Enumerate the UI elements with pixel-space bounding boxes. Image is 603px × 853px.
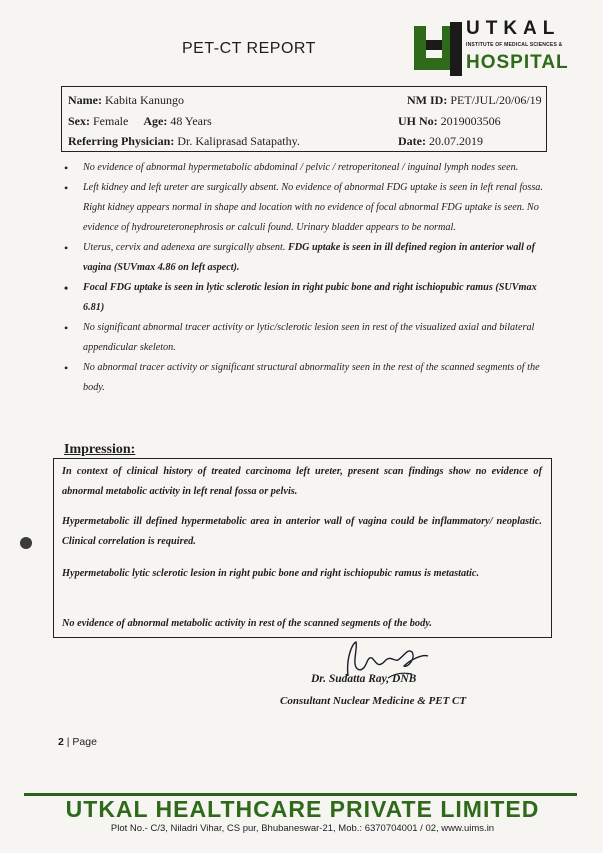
hospital-logo-icon bbox=[412, 22, 462, 76]
finding-item bbox=[60, 238, 550, 278]
signatory-name: Dr. Sudatta Ray, DNB bbox=[311, 673, 417, 685]
report-date-row bbox=[398, 134, 483, 149]
logo-text-sub: INSTITUTE OF MEDICAL SCIENCES & bbox=[466, 42, 563, 48]
punch-hole bbox=[20, 537, 32, 549]
impression-item: In context of clinical history of treated carcinoma left ureter, present scan findings show no evidence of abnormal metabolic activity in left renal fossa or pelvis. bbox=[62, 466, 542, 497]
patient-name-row bbox=[68, 93, 184, 108]
age-value: 48 Years bbox=[170, 114, 212, 128]
impression-item: Hypermetabolic ill defined hypermetabolic area in anterior wall of vagina could be inflammatory/ neoplastic. Clinical correlation is required. bbox=[62, 516, 542, 547]
date-value: 20.07.2019 bbox=[428, 134, 483, 148]
footer-address: Plot No.- C/3, Niladri Vihar, CS pur, Bhubaneswar-21, Mob.: 6370704001 / 02, www.uims.in bbox=[110, 823, 495, 834]
patient-info-box bbox=[61, 86, 547, 152]
nm-id-value: PET/JUL/20/06/19 bbox=[450, 93, 542, 107]
page-number-label: Page bbox=[72, 736, 97, 748]
nm-id-row bbox=[407, 93, 542, 108]
patient-name: Kabita Kanungo bbox=[104, 93, 184, 107]
name-label: Name: bbox=[68, 93, 102, 107]
report-title: PET-CT REPORT bbox=[182, 40, 316, 57]
impression-heading: Impression: bbox=[64, 442, 136, 457]
finding-item: • Left kidney and left ureter are surgically absent. No evidence of abnormal FDG uptake is seen in left renal fossa. Right kidney appears normal in shape and location with no evidence of focal abnormal FDG uptake is seen. No evidence of hydroureteronephrosis or calculi found. Urinary bladder appears to be normal. bbox=[60, 178, 550, 238]
signatory-title: Consultant Nuclear Medicine & PET CT bbox=[280, 695, 467, 707]
sex-label: Sex: bbox=[68, 114, 90, 128]
finding-text: Uterus, cervix and adenexa are surgically absent. bbox=[83, 242, 286, 253]
impression-item: Hypermetabolic lytic sclerotic lesion in right pubic bone and right ischiopubic ramus is metastatic. bbox=[62, 568, 480, 579]
finding-item: • No significant abnormal tracer activity or lytic/sclerotic lesion seen in rest of the visualized axial and bilateral appendicular skeleton. bbox=[60, 318, 550, 358]
logo-text-top: UTKAL bbox=[466, 18, 561, 39]
uh-no-value: 2019003506 bbox=[440, 114, 501, 128]
finding-item: • No abnormal tracer activity or significant structural abnormality seen in the rest of the scanned segments of the body. bbox=[60, 358, 550, 398]
nm-id-label: NM ID: bbox=[407, 93, 448, 107]
finding-item: • Focal FDG uptake is seen in lytic sclerotic lesion in right pubic bone and right ischiopubic ramus (SUVmax 6.81) bbox=[60, 278, 550, 318]
referring-physician-row bbox=[68, 134, 300, 149]
page-number-value: 2 bbox=[58, 736, 64, 748]
date-label: Date: bbox=[398, 134, 426, 148]
finding-item: • No evidence of abnormal hypermetabolic abdominal / pelvic / retroperitoneal / inguinal lymph nodes seen. bbox=[60, 158, 550, 178]
page-number-separator: | bbox=[66, 736, 70, 748]
uh-no-label: UH No: bbox=[398, 114, 438, 128]
footer-company-name: UTKAL HEALTHCARE PRIVATE LIMITED bbox=[65, 796, 540, 822]
impression-box bbox=[53, 458, 552, 638]
impression-item: No evidence of abnormal metabolic activity in rest of the scanned segments of the body. bbox=[62, 618, 432, 629]
uh-no-row bbox=[398, 114, 501, 129]
finding-text-emphasis: FDG uptake is seen in ill defined region in anterior wall of vagina (SUVmax 4.86 on left aspect). bbox=[83, 242, 536, 273]
logo-text-bottom: HOSPITAL bbox=[466, 52, 569, 73]
referring-physician-value: Dr. Kaliprasad Satapathy. bbox=[177, 134, 300, 148]
sex-age-row bbox=[68, 114, 212, 129]
referring-physician-label: Referring Physician: bbox=[68, 134, 175, 148]
hospital-logo bbox=[412, 18, 572, 80]
findings-list bbox=[60, 158, 550, 398]
age-label: Age: bbox=[143, 114, 168, 128]
page-number bbox=[58, 736, 97, 748]
sex-value: Female bbox=[93, 114, 129, 128]
